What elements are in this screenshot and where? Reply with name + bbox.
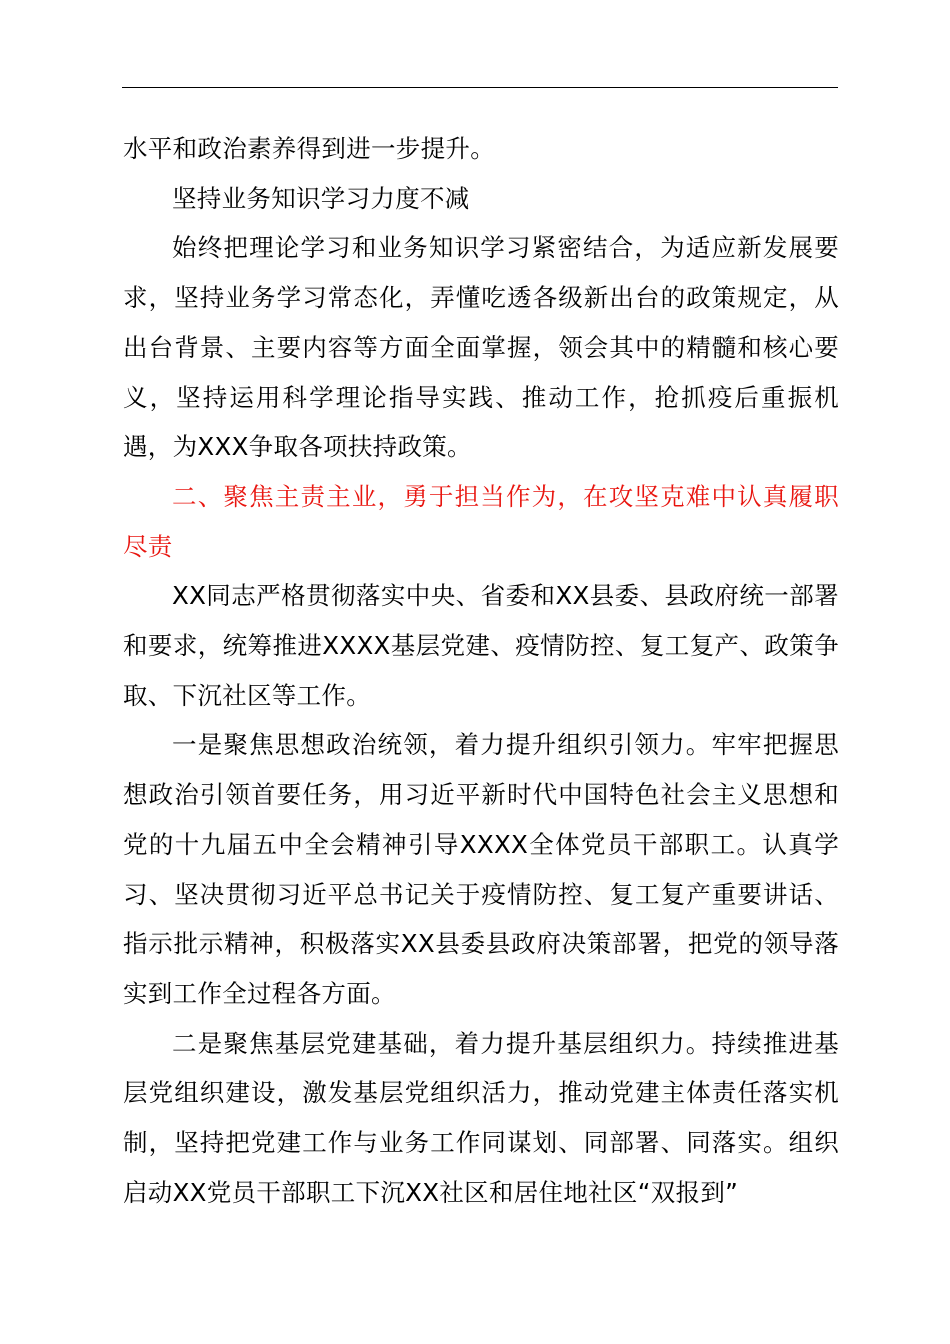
paragraph-business-study: 始终把理论学习和业务知识学习紧密结合，为适应新发展要求，坚持业务学习常态化，弄懂吃透各级新出台的政策规定，从出台背景、主要内容等方面全面掌握，领会其中的精髓和核心要义，坚持运用科学理论指导实践、推动工作，抢抓疫后重振机遇，为XXX争取各项扶持政策。 xyxy=(123,233,839,462)
section-heading-2: 二、聚焦主责主业，勇于担当作为，在攻坚克难中认真履职尽责 xyxy=(123,481,839,561)
paragraph-continuation: 水平和政治素养得到进一步提升。 xyxy=(123,134,495,163)
subheading-business-study: 坚持业务知识学习力度不减 xyxy=(172,183,470,213)
document-body xyxy=(123,124,839,1217)
paragraph-point-one: 一是聚焦思想政治统领，着力提升组织引领力。牢牢把握思想政治引领首要任务，用习近平新时代中国特色社会主义思想和党的十九届五中全会精神引导XXXX全体党员干部职工。认真学习、坚决贯彻习近平总书记关于疫情防控、复工复产重要讲话、指示批示精神，积极落实XX县委县政府决策部署，把党的领导落实到工作全过程各方面。 xyxy=(123,730,839,1008)
paragraph-point-two: 二是聚焦基层党建基础，着力提升基层组织力。持续推进基层党组织建设，激发基层党组织活力，推动党建主体责任落实机制，坚持把党建工作与业务工作同谋划、同部署、同落实。组织启动XX党员干部职工下沉XX社区和居住地社区“双报到” xyxy=(123,1028,839,1207)
header-rule xyxy=(122,87,838,88)
paragraph-section-intro: XX同志严格贯彻落实中央、省委和XX县委、县政府统一部署和要求，统筹推进XXXX基层党建、疫情防控、复工复产、政策争取、下沉社区等工作。 xyxy=(123,581,839,710)
